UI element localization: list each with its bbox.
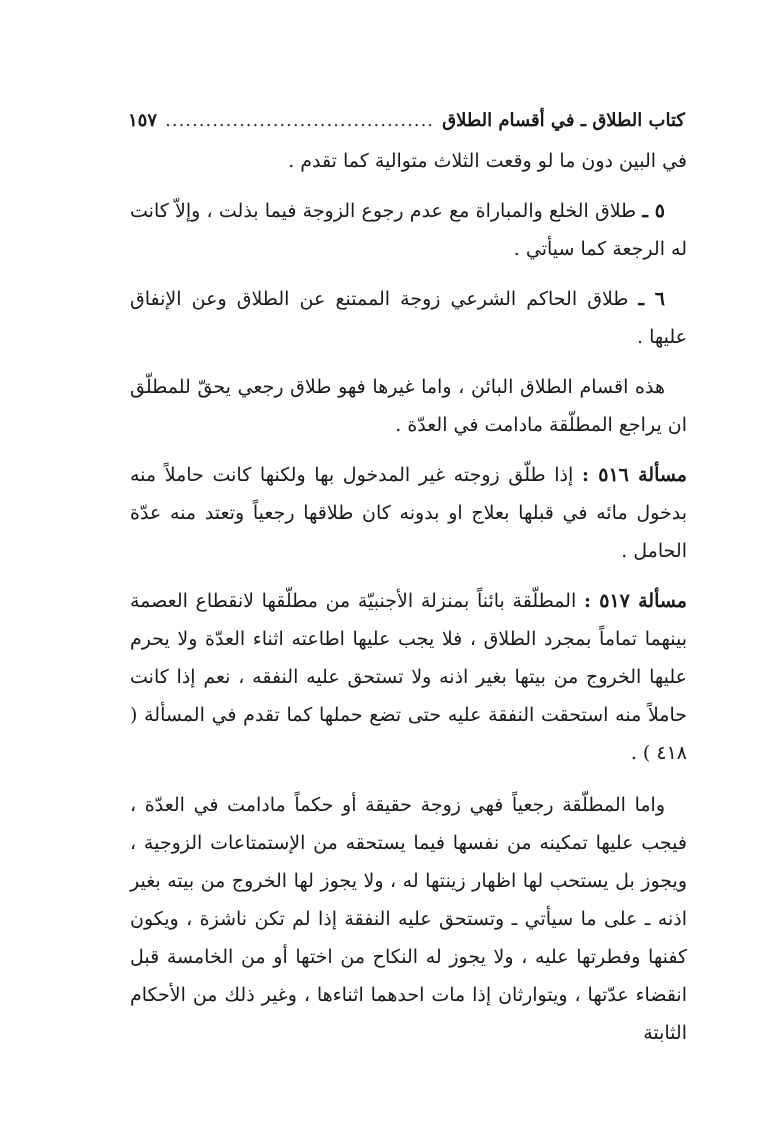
paragraph-summary: هذه اقسام الطلاق البائن ، واما غيرها فهو طلاق رجعي يحقّ للمطلّق ان يراجع المطلّقة مادامت في العدّة . <box>130 376 687 436</box>
issue-label: مسألة ٥١٦ : <box>581 464 687 486</box>
body-text <box>130 142 687 1064</box>
paragraph-item-5: ٥ ـ طلاق الخلع والمباراة مع عدم رجوع الزوجة فيما بذلت ، وإلاّ كانت له الرجعة كما سيأتي . <box>130 200 687 260</box>
header-title: كتاب الطلاق ـ في أقسام الطلاق <box>442 109 685 131</box>
paragraph-revocable-divorce: واما المطلّقة رجعياً فهي زوجة حقيقة أو حكماً مادامت في العدّة ، فيجب عليها تمكينه من نفسها فيما يستحقه من الإستمتاعات الزوجية ، ويجوز بل يستحب لها اظهار زينتها له ، ولا يجوز لها الخروج من بيته بغير اذنه ـ على ما سيأتي ـ وتستحق عليه النفقة إذا لم تكن ناشزة ، ويكون كفنها وفطرتها عليه ، ولا يجوز له النكاح من اختها أو من الخامسة قبل انقضاء عدّتها ، ويتوارثان إذا مات احدهما اثناءها ، وغير ذلك من الأحكام الثابتة <box>130 794 687 1044</box>
paragraph-item-6: ٦ ـ طلاق الحاكم الشرعي زوجة الممتنع عن الطلاق وعن الإنفاق عليها . <box>130 288 687 348</box>
header-leader-dots: ........................................ <box>165 109 435 131</box>
page-number: ١٥٧ <box>128 109 158 131</box>
issue-label: مسألة ٥١٧ : <box>583 590 687 612</box>
paragraph-issue-516: مسألة ٥١٦ : إذا طلّق زوجته غير المدخول بها ولكنها كانت حاملاً منه بدخول مائه في قبلها بعلاج او بدونه كان طلاقها رجعياً وتعتد منه عدّة الحامل . <box>130 464 687 562</box>
paragraph-continuation: في البين دون ما لو وقعت الثلاث متوالية كما تقدم . <box>288 150 687 172</box>
paragraph-issue-517: مسألة ٥١٧ : المطلّقة بائناً بمنزلة الأجنبيّة من مطلّقها لانقطاع العصمة بينهما تماماً بمجرد الطلاق ، فلا يجب عليها اطاعته اثناء العدّة ولا يحرم عليها الخروج من بيتها بغير اذنه ولا تستحق عليه النفقه ، نعم إذا كانت حاملاً منه استحقت النفقة عليه حتى تضع حملها كما تقدم في المسألة ( ٤١٨ ) . <box>130 590 687 764</box>
item-number: ٥ ـ <box>642 200 665 222</box>
item-number: ٦ ـ <box>638 288 665 310</box>
running-header <box>128 104 685 136</box>
